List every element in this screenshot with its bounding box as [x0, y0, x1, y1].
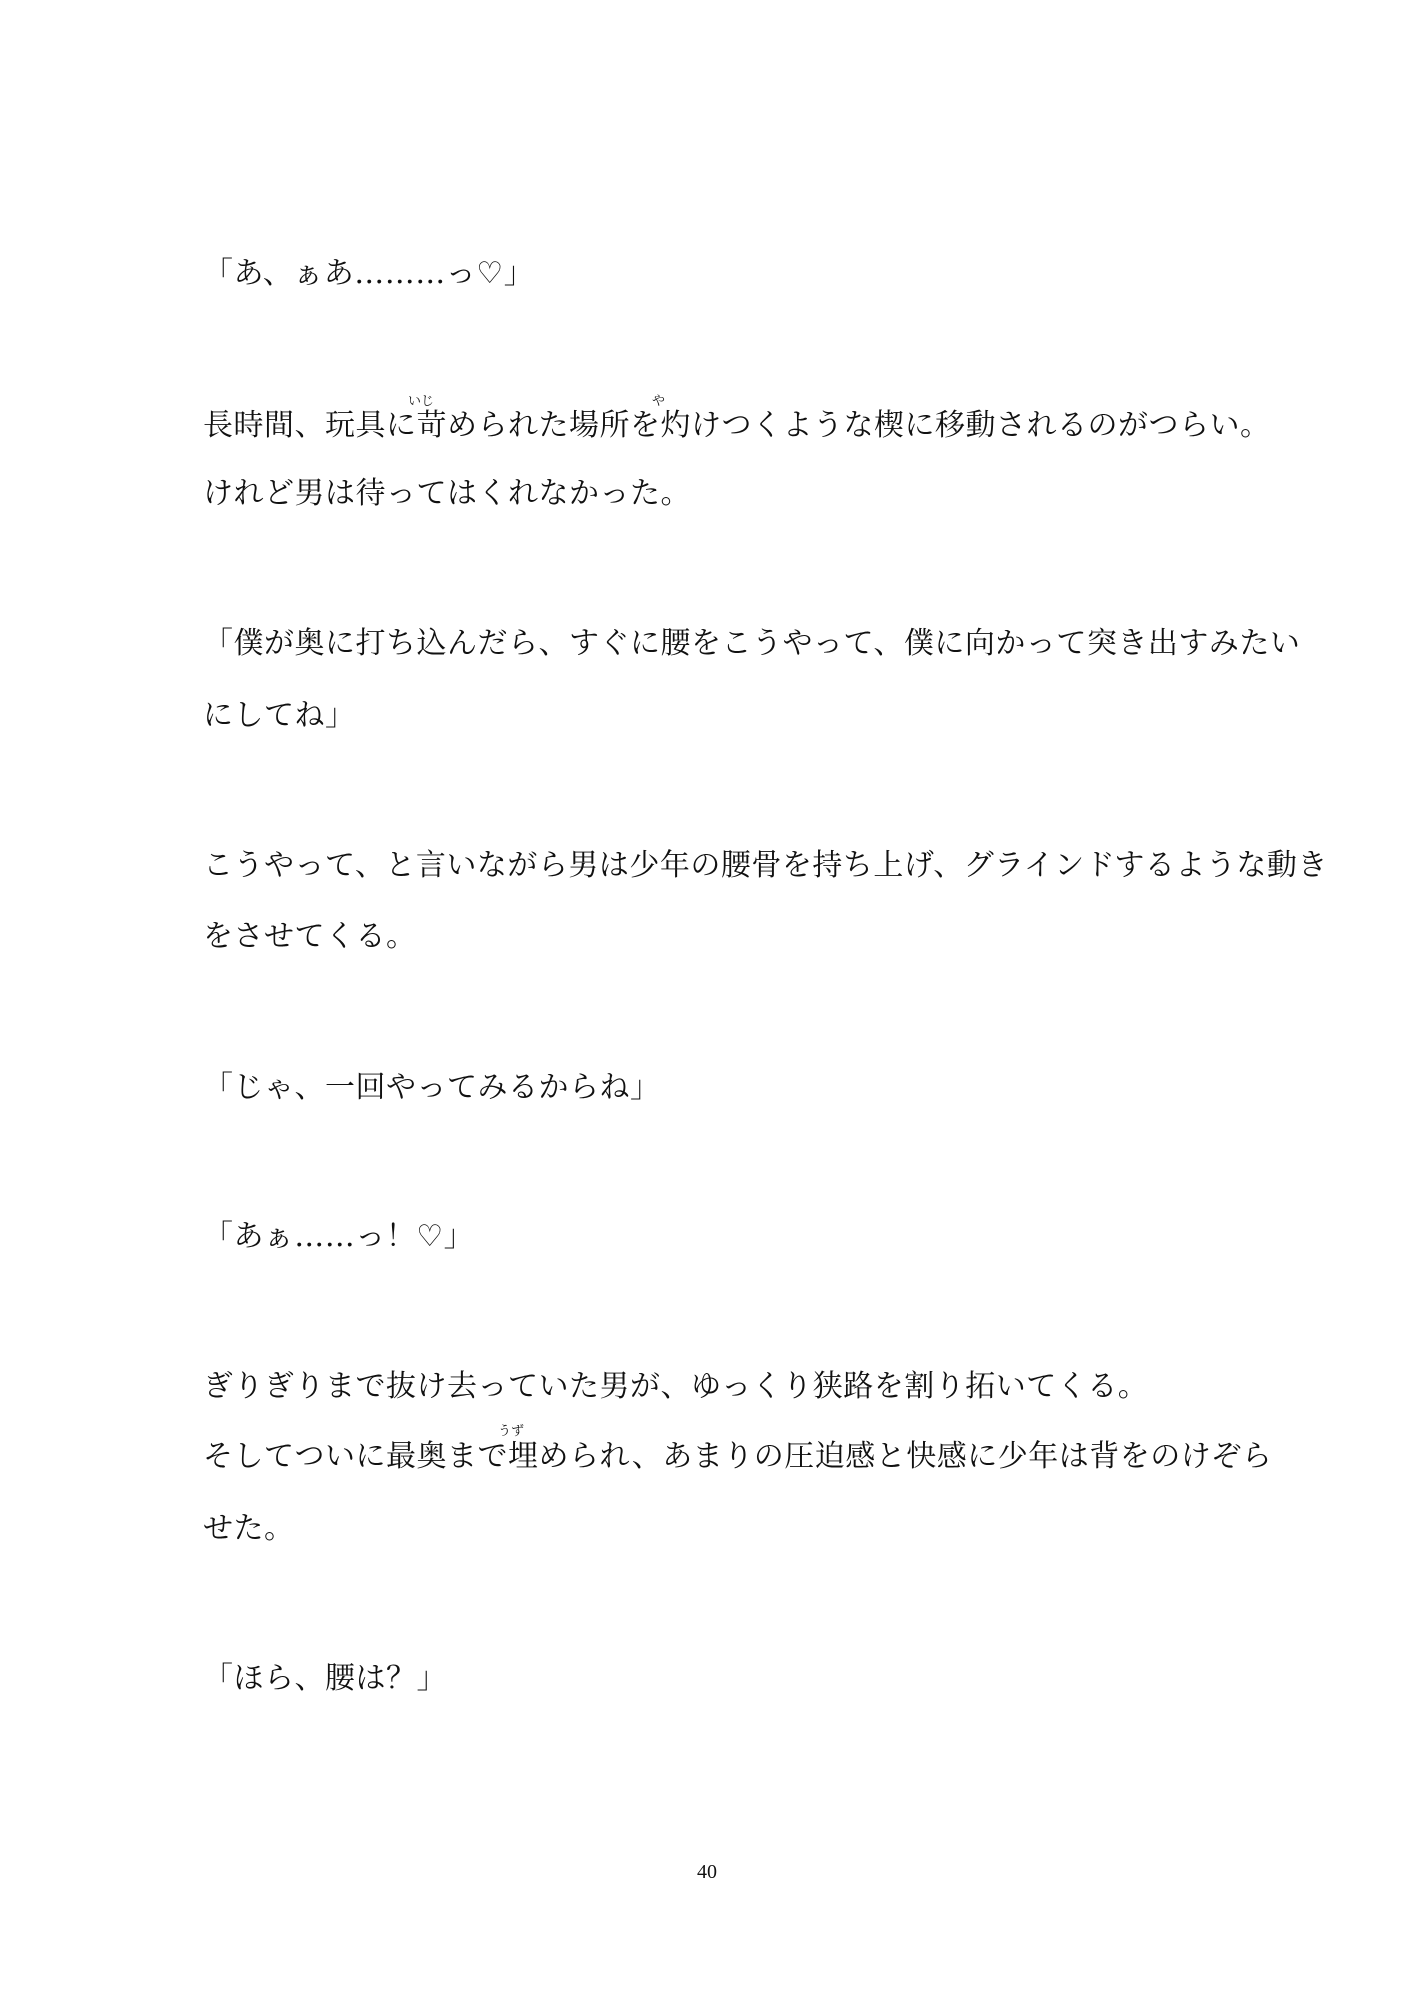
text-line-11: そしてついに最奥まで埋められ、あまりの圧迫感と快感に少年は背をのけぞら: [203, 1439, 1273, 1474]
ruby-ya: や: [652, 394, 666, 409]
page-number: 40: [697, 1861, 717, 1883]
text-line-13: 「ほら、腰は？」: [203, 1661, 447, 1696]
text-line-7: をさせてくる。: [203, 919, 417, 954]
ruby-uzu: うず: [498, 1424, 525, 1439]
ruby-ijime: いじ: [408, 394, 435, 409]
text-line-4: 「僕が奥に打ち込んだら、すぐに腰をこうやって、僕に向かって突き出すみたい: [203, 626, 1301, 661]
text-line-1: 「あ、ぁあ………っ♡」: [203, 256, 535, 291]
text-line-2: 長時間、玩具に苛められた場所を灼けつくような楔に移動されるのがつらい。: [203, 408, 1271, 443]
text-line-3: けれど男は待ってはくれなかった。: [203, 476, 691, 511]
text-line-12: せた。: [203, 1511, 295, 1546]
text-line-5: にしてね」: [203, 698, 356, 733]
text-line-9: 「あぁ……っ！♡」: [203, 1219, 475, 1254]
text-line-10: ぎりぎりまで抜け去っていた男が、ゆっくり狭路を割り拓いてくる。: [203, 1369, 1149, 1404]
text-line-6: こうやって、と言いながら男は少年の腰骨を持ち上げ、グラインドするような動き: [203, 848, 1328, 883]
text-line-8: 「じゃ、一回やってみるからね」: [203, 1070, 661, 1105]
